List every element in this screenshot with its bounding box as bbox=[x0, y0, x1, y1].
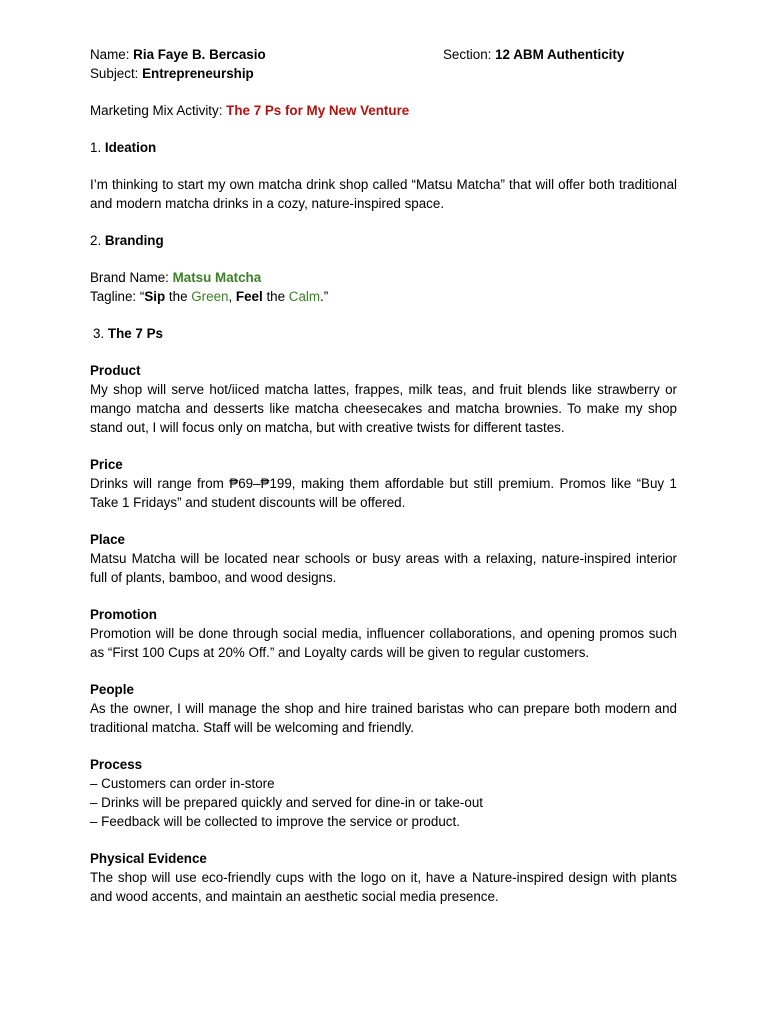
price-heading: Price bbox=[90, 457, 123, 472]
activity-title: The 7 Ps for My New Venture bbox=[226, 103, 410, 118]
people-heading: People bbox=[90, 682, 134, 697]
ideation-paragraph: I’m thinking to start my own matcha drink shop called “Matsu Matcha” that will offer both traditional and modern matcha drinks in a cozy, nature-inspired space. bbox=[90, 177, 677, 211]
place-paragraph: Matsu Matcha will be located near schools or busy areas with a relaxing, nature-inspired interior full of plants, bamboo, and wood designs. bbox=[90, 551, 677, 585]
brand-name-line bbox=[90, 268, 677, 287]
branding-number: 2. bbox=[90, 233, 105, 248]
tagline-sip: Sip bbox=[144, 289, 166, 304]
seven-ps-heading bbox=[90, 324, 677, 343]
process-item: – Drinks will be prepared quickly and served for dine-in or take-out bbox=[90, 795, 483, 810]
seven-ps-number: 3. bbox=[93, 326, 108, 341]
branding-heading bbox=[90, 231, 677, 250]
activity-title-line bbox=[90, 101, 677, 120]
seven-ps-heading-text: The 7 Ps bbox=[107, 326, 163, 341]
physical-evidence-paragraph: The shop will use eco-friendly cups with the logo on it, have a Nature-inspired design with plants and wood accents, and maintain an aesthetic social media presence. bbox=[90, 870, 677, 904]
section-label: Section: bbox=[443, 47, 496, 62]
tagline-label: Tagline: “ bbox=[90, 289, 145, 304]
product-paragraph: My shop will serve hot/iiced matcha lattes, frappes, milk teas, and fruit blends like strawberry or mango matcha and desserts like matcha cheesecakes and matcha brownies. To make my shop stand out, I will focus only on matcha, but with creative twists for different tastes. bbox=[90, 382, 677, 435]
ideation-number: 1. bbox=[90, 140, 105, 155]
ideation-heading-text: Ideation bbox=[104, 140, 157, 155]
subject-value: Entrepreneurship bbox=[142, 66, 254, 81]
name-line bbox=[90, 45, 266, 64]
product-heading: Product bbox=[90, 363, 141, 378]
activity-label: Marketing Mix Activity: bbox=[90, 103, 227, 118]
tagline-the-2: the bbox=[262, 289, 289, 304]
section-line bbox=[443, 45, 624, 64]
people-paragraph: As the owner, I will manage the shop and hire trained baristas who can prepare both modern and traditional matcha. Staff will be welcoming and friendly. bbox=[90, 701, 677, 735]
tagline-the-1: the bbox=[165, 289, 192, 304]
subject-line bbox=[90, 64, 266, 83]
price-paragraph: Drinks will range from ₱69–₱199, making them affordable but still premium. Promos like “Buy 1 Take 1 Fridays” and student discounts will be offered. bbox=[90, 476, 677, 510]
physical-evidence-heading: Physical Evidence bbox=[90, 851, 207, 866]
brand-name-label: Brand Name: bbox=[90, 270, 173, 285]
tagline-green: Green bbox=[191, 289, 229, 304]
brand-name-value: Matsu Matcha bbox=[172, 270, 262, 285]
process-item: – Feedback will be collected to improve the service or product. bbox=[90, 814, 460, 829]
promotion-paragraph: Promotion will be done through social media, influencer collaborations, and opening promos such as “First 100 Cups at 20% Off.” and Loyalty cards will be given to regular customers. bbox=[90, 626, 677, 660]
tagline-end: .” bbox=[320, 289, 329, 304]
place-heading: Place bbox=[90, 532, 125, 547]
tagline-comma: , bbox=[228, 289, 236, 304]
ideation-heading bbox=[90, 138, 677, 157]
process-heading: Process bbox=[90, 757, 143, 772]
tagline-line bbox=[90, 287, 677, 306]
name-value: Ria Faye B. Bercasio bbox=[133, 47, 266, 62]
document-header bbox=[90, 45, 677, 83]
process-item: – Customers can order in-store bbox=[90, 776, 275, 791]
name-label: Name: bbox=[90, 47, 134, 62]
subject-label: Subject: bbox=[90, 66, 143, 81]
branding-heading-text: Branding bbox=[104, 233, 164, 248]
promotion-heading: Promotion bbox=[90, 607, 157, 622]
section-value: 12 ABM Authenticity bbox=[495, 47, 625, 62]
document-page bbox=[90, 45, 677, 906]
tagline-calm: Calm bbox=[288, 289, 321, 304]
tagline-feel: Feel bbox=[235, 289, 263, 304]
